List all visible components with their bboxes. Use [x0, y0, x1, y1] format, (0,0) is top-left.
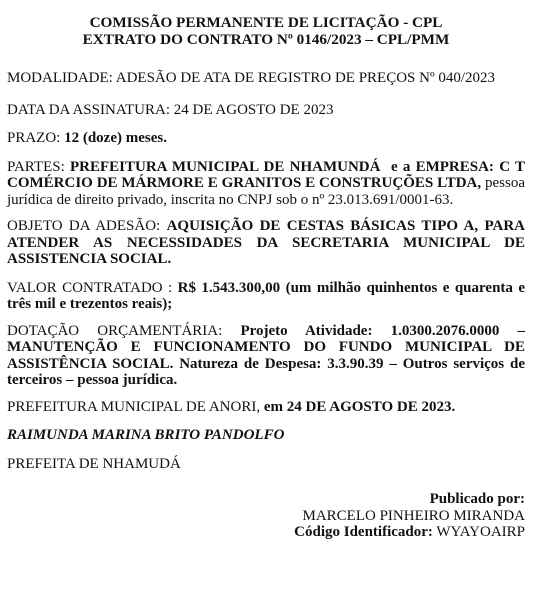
signatario-role: PREFEITA DE NHAMUDÁ [7, 455, 181, 472]
partes-label: PARTES: [7, 158, 70, 175]
partes-connector: e a EMPRESA: [390, 158, 500, 175]
valor-value: R$ 1.543.300,00 (um milhão quinhentos e quarenta e três mil e trezentos reais); [7, 279, 525, 312]
data-assinatura-paragraph [7, 102, 525, 119]
prazo-label: PRAZO: [7, 130, 65, 146]
local-date: em 24 DE AGOSTO DE 2023. [263, 398, 456, 415]
dotacao-value: Projeto Atividade: 1.0300.2076.0000 – MANUTENÇÃO E FUNCIONAMENTO DO FUNDO MUNICIPAL DE ASSISTÊNCIA SOCIAL. Natureza de Despesa: 3.3.90.39 – Outros serviços de terceiros – pessoa jurídica. [7, 322, 525, 388]
data-assinatura-text: DATA DA ASSINATURA: 24 DE AGOSTO DE 2023 [7, 101, 334, 118]
partes-paragraph [7, 159, 525, 209]
publicado-name: MARCELO PINHEIRO MIRANDA [302, 507, 525, 524]
signatario-name: RAIMUNDA MARINA BRITO PANDOLFO [7, 427, 285, 443]
header-title: COMISSÃO PERMANENTE DE LICITAÇÃO - CPL [89, 14, 443, 31]
codigo-identificador-line [7, 524, 525, 541]
signatario-name-paragraph [7, 427, 525, 444]
dotacao-paragraph [7, 323, 525, 389]
codigo-label: Código Identificador: [294, 524, 433, 540]
modalidade-text: MODALIDADE: ADESÃO DE ATA DE REGISTRO DE PREÇOS Nº 040/2023 [7, 70, 496, 86]
objeto-paragraph [7, 218, 525, 268]
signatario-role-paragraph [7, 456, 525, 473]
valor-label: VALOR CONTRATADO : [7, 279, 178, 296]
prazo-value: 12 (doze) meses. [64, 130, 167, 146]
objeto-value: AQUISIÇÃO DE CESTAS BÁSICAS TIPO A, PARA ATENDER AS NECESSIDADES DA SECRETARIA MUNICIPAL DE ASSISTENCIA SOCIAL. [7, 218, 526, 267]
local-data-paragraph [7, 399, 525, 416]
partes-details: pessoa jurídica de direito privado, inscrita no CNPJ sob o nº 23.013.691/0001-63. [7, 175, 525, 208]
codigo-value: WYAYOAIRP [436, 524, 525, 540]
document-header [7, 0, 525, 48]
objeto-label: OBJETO DA ADESÃO: [7, 218, 167, 234]
header-subtitle: EXTRATO DO CONTRATO Nº 0146/2023 – CPL/PMM [82, 31, 450, 48]
partes-entity-prefeitura: PREFEITURA MUNICIPAL DE NHAMUNDÁ [69, 158, 381, 175]
dotacao-label: DOTAÇÃO ORÇAMENTÁRIA: [7, 322, 241, 339]
publicacao-block [7, 491, 525, 541]
local-text: PREFEITURA MUNICIPAL DE ANORI, [7, 398, 264, 415]
valor-paragraph [7, 280, 525, 313]
prazo-paragraph [7, 130, 525, 147]
publicado-label: Publicado por: [429, 491, 525, 507]
modalidade-paragraph [7, 70, 525, 87]
partes-entity-empresa: C T COMÉRCIO DE MÁRMORE E GRANITOS E CONSTRUÇÕES LTDA, [7, 158, 525, 191]
